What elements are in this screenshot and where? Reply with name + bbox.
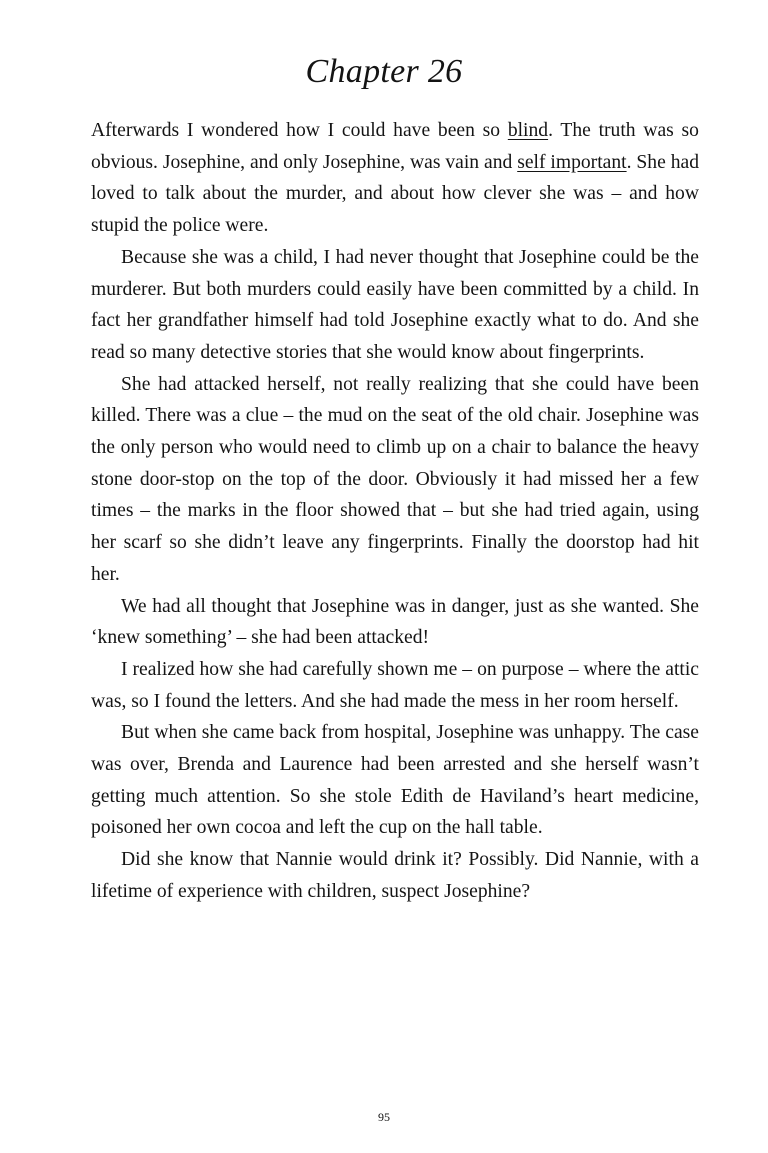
underlined-text: self important: [517, 151, 627, 173]
text-segment: We had all thought that Josephine was in danger, just as she wanted. She ‘knew something’ – she had been attacked!: [91, 595, 699, 649]
paragraph: [91, 654, 699, 717]
paragraph: [91, 717, 699, 844]
page-number: 95: [378, 1110, 390, 1124]
chapter-body: [91, 115, 699, 908]
text-segment: . The truth was so obvious. Josephine, and only Josephine, was vain and: [91, 120, 699, 173]
text-segment: . She had loved to talk about the murder, and about how clever she was – and how stupid the police were.: [91, 151, 699, 237]
text-segment: I realized how she had carefully shown me – on purpose – where the attic was, so I found the letters. And she had made the mess in her room herself.: [91, 658, 699, 712]
paragraph: [91, 844, 699, 907]
chapter-title: Chapter 26: [305, 53, 463, 90]
text-segment: Did she know that Nannie would drink it? Possibly. Did Nannie, with a lifetime of experience with children, suspect Josephine?: [91, 849, 699, 902]
paragraph: [91, 591, 699, 654]
underlined-text: blind: [507, 120, 549, 141]
text-segment: But when she came back from hospital, Josephine was unhappy. The case was over, Brenda and Laurence had been arrested and she herself wasn’t getting much attention. So she stole Edith de Haviland’s heart medicine, poisoned her own cocoa and left the cup on the hall table.: [91, 722, 699, 839]
text-segment: Because she was a child, I had never thought that Josephine could be the murderer. But both murders could easily have been committed by a child. In fact her grandfather himself had told Josephine exactly what to do. And she read so many detective stories that she would know about fingerprints.: [91, 246, 699, 363]
paragraph: [91, 242, 699, 369]
paragraph: [91, 115, 699, 242]
text-segment: Afterwards I wondered how I could have been so: [91, 120, 508, 141]
text-segment: She had attacked herself, not really realizing that she could have been killed. There was a clue – the mud on the seat of the old chair. Josephine was the only person who would need to climb up on a chair to balance the heavy stone door-stop on the top of the door. Obviously it had missed her a few times – the marks in the floor showed that – but she had tried again, using her scarf so she didn’t leave any fingerprints. Finally the doorstop had hit her.: [91, 373, 699, 585]
paragraph: [91, 369, 699, 591]
